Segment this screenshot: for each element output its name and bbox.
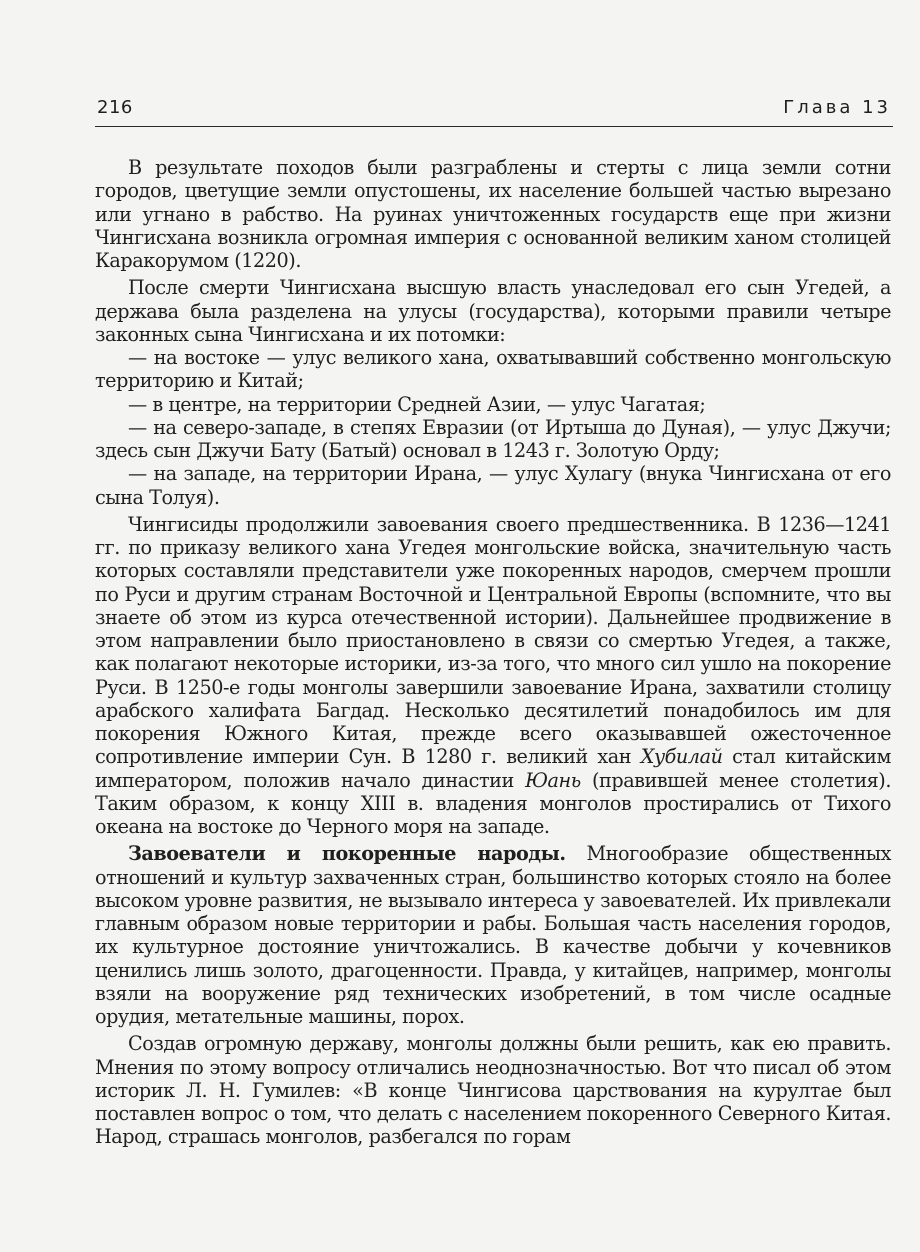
- paragraph-text: Чингисиды продолжили завоевания своего предшественника. В 1236—1241 гг. по приказу великого хана Угедея монгольские войска, значительную часть которых составляли представители уже покоренных народов, смерчем прошли по Руси и другим странам Восточной и Центральной Европы (вспомните, что вы знаете об этом из курса отечественной истории). Дальнейшее продвижение в этом направлении было приостановлено в связи со смертью Угедея, а также, как полагают некоторые историки, из-за того, что много сил ушло на покорение Руси. В 1250-е годы монголы завершили завоевание Ирана, захватили столицу арабского халифата Багдад. Несколько десятилетий понадобилось им для покорения Южного Китая, прежде всего оказывавшей ожесточенное сопротивление империи Сун. В 1280 г. великий хан: [95, 512, 891, 769]
- running-header: [95, 92, 893, 127]
- list-item: — на востоке — улус великого хана, охватывавший собственно монгольскую территорию и Китай;: [95, 346, 891, 393]
- paragraph-text: стал китайским императором, положив начало династии: [95, 745, 891, 792]
- italic-name: Хубилай: [640, 745, 723, 769]
- page-number: 216: [97, 97, 133, 118]
- paragraph: [95, 513, 891, 839]
- paragraph: В результате походов были разграблены и стерты с лица земли сотни городов, цветущие земли опустошены, их население большей частью вырезано или угнано в рабство. На руинах уничтоженных государств еще при жизни Чингисхана возникла огромная империя с основанной великим ханом столицей Каракорумом (1220).: [95, 156, 891, 272]
- body-text: [95, 156, 891, 1149]
- paragraph: После смерти Чингисхана высшую власть унаследовал его сын Угедей, а держава была разделена на улусы (государства), которыми правили четыре законных сына Чингисхана и их потомки:: [95, 276, 891, 346]
- list-item: — на западе, на территории Ирана, — улус Хулагу (внука Чингисхана от его сына Толуя).: [95, 462, 891, 509]
- section-heading: Завоеватели и покоренные народы.: [128, 842, 566, 866]
- list-item: — на северо-западе, в степях Евразии (от Иртыша до Дуная), — улус Джучи; здесь сын Джучи Бату (Батый) основал в 1243 г. Золотую Орду;: [95, 415, 891, 462]
- list-item: — в центре, на территории Средней Азии, — улус Чагатая;: [128, 392, 706, 416]
- paragraph-text: Многообразие общественных отношений и культур захваченных стран, большинство которых стояло на более высоком уровне развития, не вызывало интереса у завоевателей. Их привлекали главным образом новые территории и рабы. Большая часть населения городов, их культурное достояние уничтожались. В качестве добычи у кочевников ценились лишь золото, драгоценности. Правда, у китайцев, например, монголы взяли на вооружение ряд технических изобретений, в том числе осадные орудия, метательные машины, порох.: [95, 842, 891, 1028]
- paragraph-text: (правившей менее столетия). Таким образом, к концу XIII в. владения монголов простирались от Тихого океана на востоке до Черного моря на западе.: [95, 768, 891, 838]
- chapter-label: Глава 13: [783, 97, 891, 118]
- paragraph: [95, 842, 891, 1028]
- paragraph: Создав огромную державу, монголы должны были решить, как ею править. Мнения по этому вопросу отличались неоднозначностью. Вот что писал об этом историк Л. Н. Гумилев: «В конце Чингисова царствования на курултае был поставлен вопрос о том, что делать с населением покоренного Северного Китая. Народ, страшась монголов, разбегался по горам: [95, 1032, 891, 1149]
- italic-name: Юань: [525, 768, 581, 792]
